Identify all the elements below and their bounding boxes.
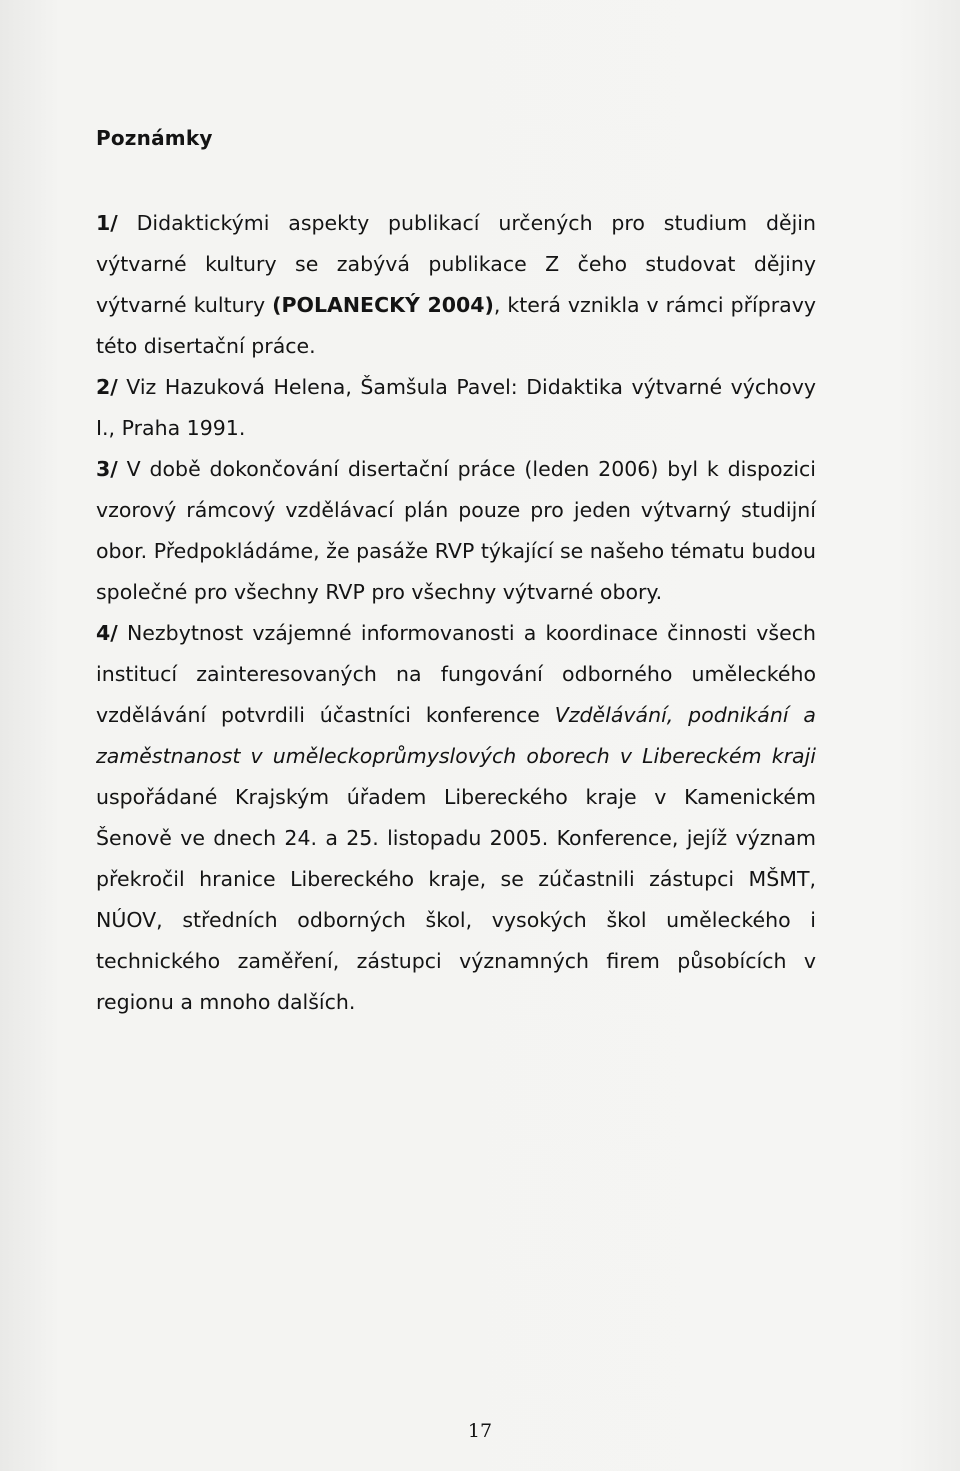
page-number: 17 <box>467 1420 493 1442</box>
note-1 <box>96 203 816 367</box>
note-2 <box>96 367 816 449</box>
note-3 <box>96 449 816 613</box>
note-text: Didaktickými aspekty publikací určených pro studium dějin výtvarné kultury se zabývá publikace Z čeho studovat dějiny výtvarné kultury <box>96 211 816 317</box>
note-text: , která vznikla v rámci přípravy této disertační práce. <box>96 293 816 358</box>
citation: (POLANECKÝ 2004) <box>272 293 494 317</box>
note-number: 4/ <box>96 621 118 645</box>
note-text: uspořádané Krajským úřadem Libereckého kraje v Kamenickém Šenově ve dnech 24. a 25. listopadu 2005. Konference, jejíž význam překročil hranice Libereckého kraje, se zúčastnili zástupci MŠMT, NÚOV, středních odborných škol, vysokých škol uměleckého i technického zaměření, zástupci významných firem působících v regionu a mnoho dalších. <box>96 785 816 1014</box>
note-number: 3/ <box>96 457 118 481</box>
conference-title: Vzdělávání, podnikání a zaměstnanost v uměleckoprůmyslových oborech v Libereckém kraji <box>96 703 816 768</box>
note-4 <box>96 613 816 1023</box>
notes-heading: Poznámky <box>96 126 213 150</box>
notes-list <box>96 203 816 1023</box>
note-text: V době dokončování disertační práce (leden 2006) byl k dispozici vzorový rámcový vzdělávací plán pouze pro jeden výtvarný studijní obor. Předpokládáme, že pasáže RVP týkající se našeho tématu budou společné pro všechny RVP pro všechny výtvarné obory. <box>96 457 816 604</box>
note-number: 2/ <box>96 375 118 399</box>
note-text: Nezbytnost vzájemné informovanosti a koordinace činnosti všech institucí zainteresovaných na fungování odborného uměleckého vzdělávání potvrdili účastníci konference <box>96 621 816 727</box>
note-number: 1/ <box>96 211 118 235</box>
note-text: Viz Hazuková Helena, Šamšula Pavel: Didaktika výtvarné výchovy I., Praha 1991. <box>96 375 816 440</box>
